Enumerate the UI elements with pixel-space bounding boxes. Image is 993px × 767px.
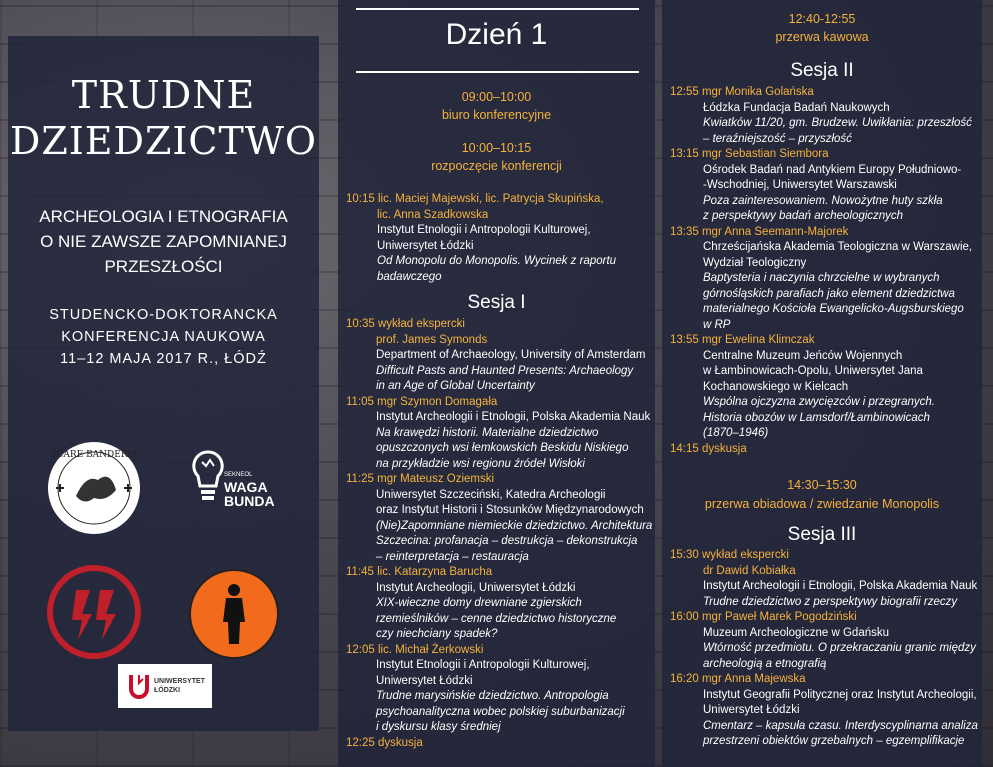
talk-1125-title-cont-2: – reinterpretacja – restauracja xyxy=(376,550,529,563)
talk-1255-head: 12:55 mgr Monika Golańska xyxy=(670,86,814,98)
talk-1145-affiliation: Instytut Archeologii, Uniwersytet Łódzki xyxy=(376,581,576,594)
talk-1315-head: 13:15 mgr Sebastian Siembora xyxy=(670,148,829,160)
schedule-session-2 xyxy=(670,85,982,457)
waga-bunda-text xyxy=(224,480,275,508)
title-panel xyxy=(8,36,319,731)
talk-affiliation-cont: Uniwersytet Łódzki xyxy=(377,239,474,252)
registration-block xyxy=(338,88,655,124)
title-line-2: DZIEDZICTWO xyxy=(9,119,318,163)
talk-1205-head: 12:05 lic. Michał Żerkowski xyxy=(346,643,484,656)
subtitle-line-1: ARCHEOLOGIA I ETNOGRAFIA xyxy=(39,207,288,226)
waga-text: WAGA xyxy=(224,479,268,495)
talk-authors-cont: lic. Anna Szadkowska xyxy=(377,208,489,221)
talk-1205-title-cont: psychoanalityczna wobec polskiej suburbanizacji xyxy=(376,705,625,718)
talk-1145-title-cont: rzemieślników – cenne dziedzictwo historyczne xyxy=(376,612,617,625)
lunch-break-desc: przerwa obiadowa / zwiedzanie Monopolis xyxy=(704,497,940,511)
talk-1600-head: 16:00 mgr Paweł Marek Pogodziński xyxy=(670,611,857,623)
talk-1145-title: XIX-wieczne domy drewniane zgierskich xyxy=(376,597,582,609)
coffee-break-time: 12:40-12:55 xyxy=(788,12,856,26)
talk-1125-title: (Nie)Zapomniane niemieckie dziedzictwo. Architektura xyxy=(376,519,653,532)
discussion-1415: 14:15 dyskusja xyxy=(670,442,747,455)
talk-1600-title-cont: archeologią a etnografią xyxy=(703,657,827,670)
lunch-break-block xyxy=(662,476,982,514)
university-logo-text xyxy=(154,677,205,695)
scare-banderia-logo xyxy=(46,440,142,536)
registration-time: 09:00–10:00 xyxy=(461,90,532,104)
talk-1315-affiliation-cont: -Wschodniej, Uniwersytet Warszawski xyxy=(703,179,897,191)
talk-1530-head: 15:30 wykład ekspercki xyxy=(670,549,789,561)
talk-1355-affiliation-cont-2: Kochanowskiego w Kielcach xyxy=(703,380,849,393)
opening-time: 10:00–10:15 xyxy=(461,141,532,155)
talk-1335-affiliation: Chrześcijańska Akademia Teologiczna w Warszawie, xyxy=(703,241,973,253)
talk-1620-title: Cmentarz – kapsuła czasu. Interdyscyplinarna analiza xyxy=(703,719,978,732)
subtitle-line-3: PRZESZŁOŚCI xyxy=(104,257,223,276)
day1-morning-panel xyxy=(338,0,655,767)
session-1-heading: Sesja I xyxy=(467,292,526,313)
talk-title: Od Monopolu do Monopolis. Wycinek z raportu xyxy=(377,255,617,267)
opening-block xyxy=(338,139,655,175)
talk-1035-speaker: prof. James Symonds xyxy=(376,333,488,346)
talk-1035-head: 10:35 wykład ekspercki xyxy=(346,318,465,330)
anthropology-emblem-logo xyxy=(188,568,280,660)
talk-affiliation: Instytut Etnologii i Antropologii Kulturowej, xyxy=(377,224,591,236)
conference-name: KONFERENCJA NAUKOWA xyxy=(61,329,266,345)
talk-time: 10:15 xyxy=(346,193,375,205)
divider-bottom xyxy=(356,71,639,73)
talk-1530-title: Trudne dziedzictwo z perspektywy biografii rzeczy xyxy=(703,595,958,608)
talk-1105-title-cont: opuszczonych wsi łemkowskich Beskidu Niskiego xyxy=(376,442,629,454)
talk-1145-head: 11:45 lic. Katarzyna Barucha xyxy=(346,566,493,578)
talk-1015 xyxy=(346,192,654,285)
talk-1205-affiliation-cont: Uniwersytet Łódzki xyxy=(376,674,473,687)
schedule-session-1 xyxy=(346,317,654,751)
scare-banderia-text: SCARE BANDERIA xyxy=(50,450,138,460)
talk-1355-title-cont-2: (1870–1946) xyxy=(703,427,769,439)
talk-1355-affiliation-cont: w Łambinowicach-Opolu, Uniwersytet Jana xyxy=(703,365,923,377)
talk-1335-title-cont: górnośląskich parafiach jako element dziedzictwa xyxy=(703,287,955,300)
bunda-text: BUNDA xyxy=(224,493,275,509)
day1-afternoon-panel xyxy=(662,0,982,767)
talk-1105-affiliation: Instytut Archeologii i Etnologii, Polska Akademia Nauk xyxy=(376,411,651,423)
coffee-break-block xyxy=(662,10,982,46)
talk-1620-title-cont: przestrzeni obiektów grzebalnych – egzemplifikacje xyxy=(703,735,965,747)
talk-1205-title: Trudne marysińskie dziedzictwo. Antropologia xyxy=(376,690,609,702)
talk-1035-affiliation: Department of Archaeology, University of Amsterdam xyxy=(376,349,646,361)
subtitle-line-2: O NIE ZAWSZE ZAPOMNIANEJ xyxy=(40,232,287,251)
schedule-session-3 xyxy=(670,548,982,750)
talk-1530-affiliation: Instytut Archeologii i Etnologii, Polska Akademia Nauk xyxy=(703,580,978,592)
talk-1355-head: 13:55 mgr Ewelina Klimczak xyxy=(670,334,815,346)
talk-1035-title: Difficult Pasts and Haunted Presents: Archaeology xyxy=(376,364,634,377)
talk-1105-title-cont-2: na przykładzie wsi regionu źródeł Wisłoki xyxy=(376,457,585,470)
conference-date: 11–12 MAJA 2017 R., ŁÓDŹ xyxy=(60,351,267,367)
talk-1335-title: Baptysteria i naczynia chrzcielne w wybranych xyxy=(703,272,940,284)
talk-1205-affiliation: Instytut Etnologii i Antropologii Kulturowej, xyxy=(376,659,590,671)
talk-1315-affiliation: Ośrodek Badań nad Antykiem Europy Południowo- xyxy=(703,163,962,176)
session-3-heading: Sesja III xyxy=(787,524,857,545)
university-word: UNIWERSYTET xyxy=(154,678,205,685)
title-line-1: TRUDNE xyxy=(71,73,256,117)
talk-1600-affiliation: Muzeum Archeologiczne w Gdańsku xyxy=(703,626,890,639)
talk-1125-affiliation: Uniwersytet Szczeciński, Katedra Archeologii xyxy=(376,488,606,501)
university-logo xyxy=(118,664,212,708)
talk-authors: lic. Maciej Majewski, lic. Patrycja Skupińska, xyxy=(377,193,604,205)
talk-1105-title: Na krawędzi historii. Materialne dziedzictwo xyxy=(376,426,599,439)
lunch-break-time: 14:30–15:30 xyxy=(787,478,857,492)
main-title xyxy=(8,72,319,164)
talk-1335-title-cont-3: w RP xyxy=(703,318,731,331)
talk-1620-affiliation: Instytut Geografii Politycznej oraz Instytut Archeologii, xyxy=(703,688,977,701)
talk-1335-affiliation-cont: Wydział Teologiczny xyxy=(703,256,807,269)
talk-1355-title-cont: Historia obozów w Lamsdorf/Łambinowicach xyxy=(703,411,930,424)
conference-info xyxy=(8,304,319,370)
registration-desc: biuro konferencyjne xyxy=(441,108,552,122)
talk-1255-title-cont: – teraźniejszość – przyszłość xyxy=(703,132,852,145)
conference-type: STUDENCKO-DOKTORANCKA xyxy=(49,307,278,323)
talk-1530-speaker: dr Dawid Kobiałka xyxy=(703,564,796,577)
session-2-heading: Sesja II xyxy=(790,60,854,81)
talk-1620-head: 16:20 mgr Anna Majewska xyxy=(670,673,806,685)
waga-bunda-logo xyxy=(184,446,280,526)
talk-1125-title-cont: Szczecina: profanacja – destrukcja – dekonstrukcja xyxy=(376,535,638,547)
day-heading: Dzień 1 xyxy=(445,18,548,51)
talk-1205-title-cont-2: i dyskursu klasy średniej xyxy=(376,721,501,733)
talk-title-cont: badawczego xyxy=(377,270,442,283)
talk-1315-title-cont: z perspektywy badań archeologicznych xyxy=(703,210,904,222)
talk-1600-title: Wtórność przedmiotu. O przekraczaniu granic między xyxy=(703,642,976,654)
divider-top xyxy=(356,8,639,10)
talk-1125-head: 11:25 mgr Mateusz Oziemski xyxy=(346,473,495,485)
talk-1145-title-cont-2: czy niechciany spadek? xyxy=(376,628,498,640)
talk-1125-affiliation-cont: oraz Instytut Historii i Stosunków Międzynarodowych xyxy=(376,504,644,516)
waga-bunda-top-text: SEKNEOL xyxy=(224,472,253,478)
discussion-1225: 12:25 dyskusja xyxy=(346,736,423,749)
talk-1355-title: Wspólna ojczyzna zwycięzców i przegranych. xyxy=(703,396,936,408)
talk-1105-head: 11:05 mgr Szymon Domagała xyxy=(346,395,498,408)
talk-1335-head: 13:35 mgr Anna Seemann-Majorek xyxy=(670,225,849,238)
opening-desc: rozpoczęcie konferencji xyxy=(431,159,562,173)
talk-1255-affiliation: Łódzka Fundacja Badań Naukowych xyxy=(703,101,890,114)
talk-1355-affiliation: Centralne Muzeum Jeńców Wojennych xyxy=(703,349,903,362)
red-emblem-logo xyxy=(46,564,142,660)
talk-1315-title: Poza zainteresowaniem. Nowożytne huty szkła xyxy=(703,194,943,207)
talk-1335-title-cont-2: materialnego Kościoła Ewangelicko-Augsburskiego xyxy=(703,303,964,315)
talk-1620-affiliation-cont: Uniwersytet Łódzki xyxy=(703,704,800,716)
lodzki-word: ŁÓDZKI xyxy=(154,687,181,694)
coffee-break-desc: przerwa kawowa xyxy=(775,30,869,44)
talk-1255-title: Kwiatków 11/20, gm. Brudzew. Uwikłania: przeszłość xyxy=(703,117,972,129)
subtitle xyxy=(8,204,319,279)
talk-1035-title-cont: in an Age of Global Uncertainty xyxy=(376,380,535,392)
